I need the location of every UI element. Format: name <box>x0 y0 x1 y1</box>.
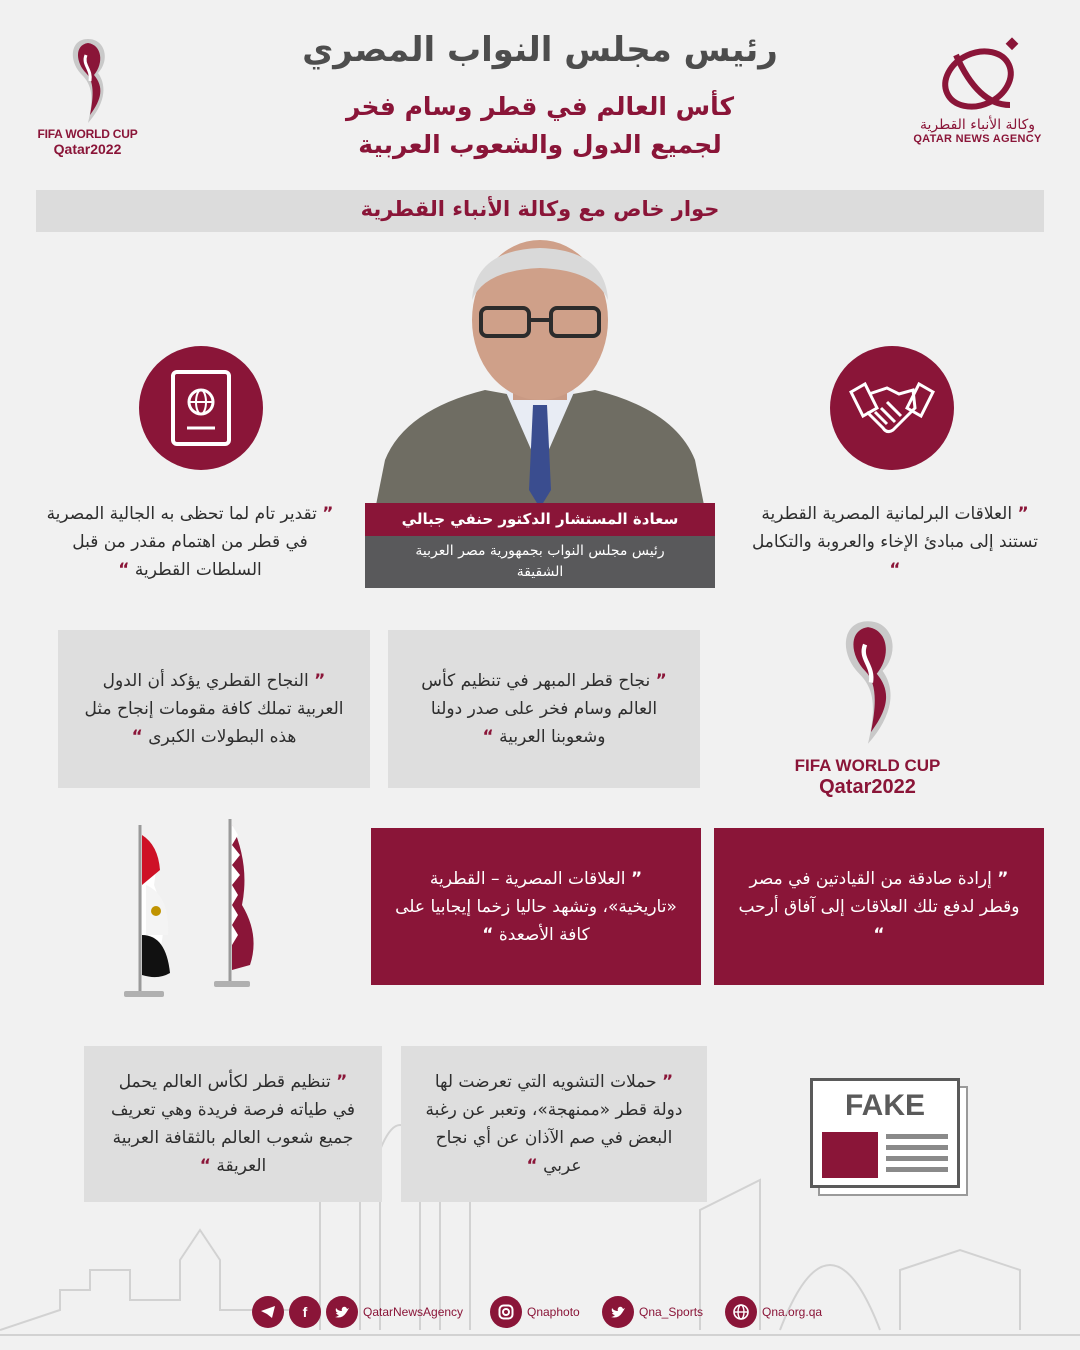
fake-label: FAKE <box>844 1089 925 1122</box>
egypt-flag <box>140 825 170 993</box>
quote-open-mark: ” <box>314 671 326 691</box>
fake-news-icon <box>810 1078 970 1198</box>
headline-line1: كأس العالم في قطر وسام فخر <box>345 92 735 121</box>
telegram-icon[interactable] <box>252 1296 284 1328</box>
social-group-main <box>252 1295 463 1329</box>
quote-close-mark: “ <box>118 560 130 580</box>
quote-text: نجاح قطر المبهر في تنظيم كأس العالم وسام فخر على صدر دولنا وشعوبنا العربية <box>421 671 658 747</box>
quote-open-mark: ” <box>1017 504 1029 524</box>
passport-circle <box>139 346 263 470</box>
quote-parliament <box>745 500 1045 584</box>
quote-text: تقدير تام لما تحظى به الجالية المصرية في قطر من اهتمام مقدر من قبل السلطات القطرية <box>46 504 317 580</box>
quote-close-mark: “ <box>199 1156 211 1176</box>
fifa-world-cup-logo <box>30 35 145 157</box>
social-group-web <box>725 1295 822 1329</box>
qna-emblem-icon <box>928 35 1028 117</box>
quote-text: العلاقات البرلمانية المصرية القطرية تستند إلى مبادئ الإخاء والعروبة والتكامل <box>751 504 1039 552</box>
twitter-icon[interactable] <box>326 1296 358 1328</box>
social-handle-qna[interactable]: QatarNewsAgency <box>363 1305 464 1319</box>
twitter-icon[interactable] <box>602 1296 634 1328</box>
globe-icon[interactable] <box>725 1296 757 1328</box>
quote-close-mark: “ <box>526 1156 538 1176</box>
facebook-icon[interactable]: f <box>289 1296 321 1328</box>
quote-open-mark: ” <box>655 671 667 691</box>
fifa-logo-line1: FIFA WORLD CUP <box>37 127 138 141</box>
quote-text: تنظيم قطر لكأس العالم يحمل في طياته فرصة فريدة وهي تعريف جميع شعوب العالم بالثقافة العربية العريقة <box>110 1072 356 1176</box>
quote-text: حملات التشويه التي تعرضت لها دولة قطر «ممنهجة»، وتعبر عن رغبة البعض في صم الآذان عن أي نجاح عربي <box>425 1072 683 1176</box>
quote-box-leadership-will <box>714 828 1044 985</box>
fifa-world-cup-logo-large <box>785 615 950 799</box>
social-handle-photo[interactable]: Qnaphoto <box>527 1305 580 1319</box>
social-website[interactable]: Qna.org.qa <box>762 1305 823 1319</box>
qna-arabic-name: وكالة الأنباء القطرية <box>919 117 1036 133</box>
quote-close-mark: “ <box>482 924 494 945</box>
speaker-portrait <box>365 240 715 510</box>
social-handle-sports[interactable]: Qna_Sports <box>639 1305 704 1319</box>
quote-close-mark: “ <box>873 924 885 945</box>
handshake-icon <box>847 378 937 438</box>
passport-icon <box>169 368 233 448</box>
social-group-photo <box>490 1295 580 1329</box>
quote-box-historic-relations <box>371 828 701 985</box>
fifa-logo-line2: Qatar2022 <box>819 776 916 798</box>
quote-text: النجاح القطري يؤكد أن الدول العربية تملك كافة مقومات إنجاح مثل هذه البطولات الكبرى <box>84 671 344 747</box>
quote-close-mark: “ <box>889 560 901 580</box>
speaker-name: سعادة المستشار الدكتور حنفي جبالي <box>365 503 715 536</box>
headline-line2: لجميع الدول والشعوب العربية <box>358 130 722 159</box>
handshake-circle <box>830 346 954 470</box>
quote-close-mark: “ <box>482 727 494 747</box>
quote-box-arab-culture <box>84 1046 382 1202</box>
quote-open-mark: ” <box>322 504 334 524</box>
quote-text: إرادة صادقة من القيادتين في مصر وقطر لدفع تلك العلاقات إلى آفاق أرحب <box>738 868 1020 917</box>
quote-text: العلاقات المصرية – القطرية «تاريخية»، وتشهد حاليا زخما إيجابيا على كافة الأصعدة <box>395 868 677 945</box>
quote-open-mark: ” <box>997 868 1009 889</box>
fifa-logo-line2: Qatar2022 <box>53 141 122 157</box>
quote-box-pride <box>388 630 700 788</box>
qatar-flag <box>230 819 254 985</box>
fifa-trophy-emblem <box>833 615 903 750</box>
qna-logo <box>905 35 1050 145</box>
quote-open-mark: ” <box>630 868 643 889</box>
quote-open-mark: ” <box>661 1072 674 1092</box>
quote-box-smear-campaigns <box>401 1046 707 1202</box>
flags-illustration <box>110 815 280 1000</box>
quote-close-mark: “ <box>131 727 143 747</box>
page-title: رئيس مجلس النواب المصري <box>302 30 778 70</box>
quote-box-arab-capability <box>58 630 370 788</box>
quote-open-mark: ” <box>336 1072 348 1092</box>
social-group-sports <box>602 1295 703 1329</box>
quote-community <box>40 500 340 584</box>
qna-english-name: QATAR NEWS AGENCY <box>913 133 1042 145</box>
fifa-logo-line1: FIFA WORLD CUP <box>794 756 941 775</box>
interview-band-label: حوار خاص مع وكالة الأنباء القطرية <box>360 197 720 221</box>
instagram-icon[interactable] <box>490 1296 522 1328</box>
speaker-role: رئيس مجلس النواب بجمهورية مصر العربية الشقيقة <box>365 536 715 588</box>
fifa-trophy-emblem <box>64 35 112 127</box>
